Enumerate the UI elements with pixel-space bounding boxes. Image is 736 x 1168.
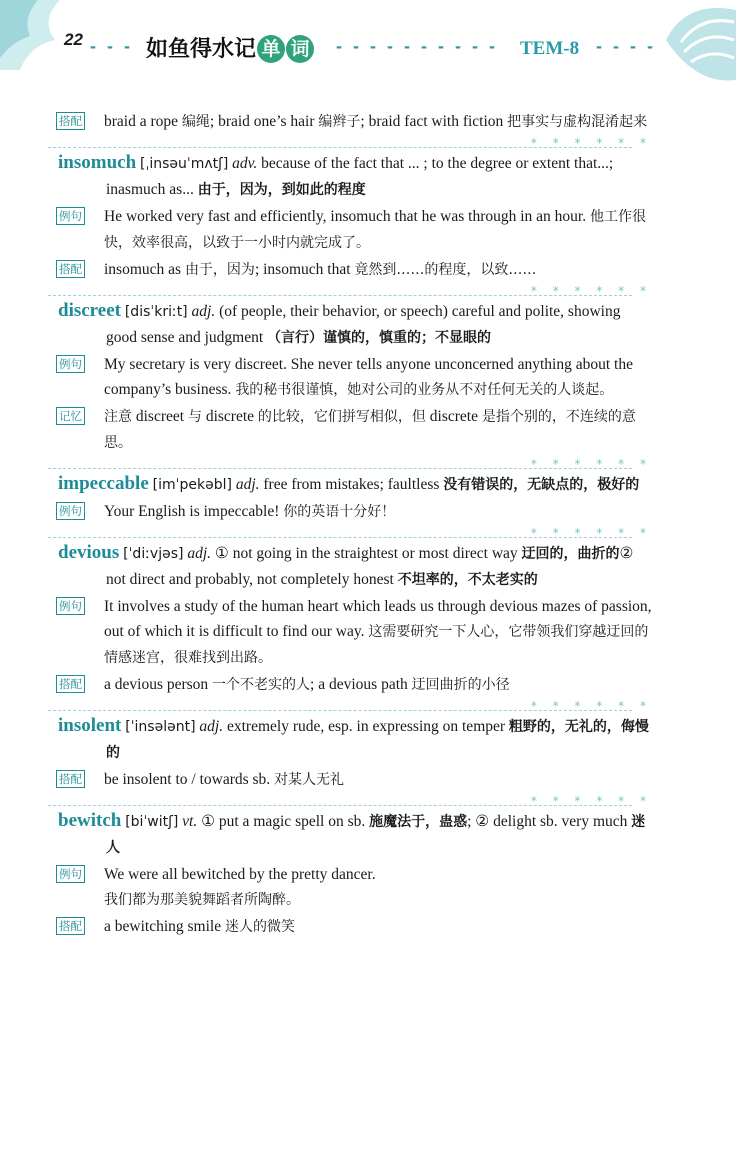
- example-en: Your English is impeccable!: [104, 503, 284, 520]
- collocation-zh: 竟然到……的程度，以致……: [354, 262, 537, 278]
- example-row: [48, 352, 652, 403]
- part-of-speech: vt.: [182, 813, 198, 830]
- definition-en: extremely rude, esp. in expressing on temper: [226, 718, 509, 735]
- example-row: [48, 594, 652, 671]
- entry-headline: [48, 150, 652, 203]
- collocation-zh: 编绳: [181, 114, 210, 130]
- definition-zh: （言行）谨慎的，慎重的；不显眼的: [267, 330, 492, 346]
- example-tag: 例句: [56, 502, 85, 520]
- memory-en: discrete: [201, 408, 258, 425]
- collocation-tag: 搭配: [56, 917, 85, 935]
- entry-headline: [48, 808, 652, 861]
- phonetic: [ˈinsələnt]: [125, 719, 196, 735]
- example-zh: 你的英语十分好！: [283, 504, 396, 520]
- collocation-tag: 搭配: [56, 770, 85, 788]
- collocation-text: insomuch as: [104, 261, 185, 278]
- collocation-text: be insolent to / towards sb.: [104, 771, 275, 788]
- collocation-text: ; braid fact with fiction: [360, 113, 508, 130]
- headword: insomuch: [58, 152, 137, 173]
- collocation-text: a devious person: [104, 676, 213, 693]
- collocation-tag: 搭配: [56, 675, 85, 693]
- part-of-speech: adv.: [232, 155, 258, 172]
- memory-zh: 与: [187, 409, 202, 425]
- stars-divider: * * * * * *: [530, 284, 652, 298]
- definition-zh: 迂回的，曲折的: [521, 546, 620, 562]
- stars-divider: * * * * * *: [530, 794, 652, 808]
- entry-devious: [48, 527, 652, 698]
- entry-impeccable: [48, 458, 652, 525]
- definition-zh: 粗野的，无礼的，侮慢的: [106, 719, 649, 761]
- top-collocation-row: [48, 109, 652, 135]
- collocation-zh: 编辫子: [318, 114, 361, 130]
- page-header: [0, 0, 736, 92]
- headword: insolent: [58, 715, 122, 736]
- memory-row: [48, 404, 652, 456]
- part-of-speech: adj.: [235, 476, 260, 493]
- series-title: [146, 32, 314, 63]
- collocation-tag: 搭配: [56, 260, 85, 278]
- stars-divider: * * * * * *: [530, 457, 652, 471]
- example-zh: 我们都为那美貌舞蹈者所陶醉。: [104, 892, 300, 908]
- collocation-row: [48, 672, 652, 698]
- collocation-tag: 搭配: [56, 112, 85, 130]
- phonetic: [disˈkriːt]: [124, 304, 188, 320]
- phonetic: [imˈpekəbl]: [152, 477, 232, 493]
- definition-en: ① not going in the straightest or most direct way: [214, 545, 522, 562]
- definition-en: because of the fact that ... ; to the degree or extent that...; inasmuch as...: [106, 155, 614, 198]
- header-dashes-middle: - - - - - - - - - -: [336, 36, 498, 56]
- page-number: 22: [64, 30, 83, 49]
- memory-zh: 注意: [104, 409, 132, 425]
- collocation-text: braid a rope: [104, 113, 182, 130]
- series-title-char-2: 词: [286, 35, 314, 63]
- stars-divider: * * * * * *: [530, 526, 652, 540]
- definition-zh: 不坦率的，不太老实的: [397, 572, 538, 588]
- definition-en: ; ② delight sb. very much: [467, 813, 632, 830]
- example-en: We were all bewitched by the pretty dancer.: [104, 866, 376, 883]
- example-tag: 例句: [56, 597, 85, 615]
- memory-en: discrete: [425, 408, 482, 425]
- example-en: He worked very fast and efficiently, insomuch that he was through in an hour.: [104, 208, 590, 225]
- example-zh: 这需要研究一下人心，它带领我们穿越迂回的情感迷宫，很难找到出路。: [104, 624, 649, 666]
- definition-en: ② not direct and probably, not completely honest: [106, 545, 634, 588]
- example-row: [48, 204, 652, 256]
- definition-en: (of people, their behavior, or speech) careful and polite, showing good sense and judgment: [106, 303, 621, 346]
- part-of-speech: adj.: [191, 303, 216, 320]
- memory-en: discreet: [132, 408, 188, 425]
- collocation-zh: 迂回曲折的小径: [411, 677, 510, 693]
- example-tag: 例句: [56, 865, 85, 883]
- phonetic: [ˈdiːvjəs]: [123, 546, 184, 562]
- memory-zh: 的比较，它们拼写相似，但: [257, 409, 426, 425]
- entry-headline: [48, 713, 652, 766]
- entry-bewitch: [48, 795, 652, 940]
- example-zh: 我的秘书很谨慎，她对公司的业务从不对任何无关的人谈起。: [235, 382, 614, 398]
- stars-divider: * * * * * *: [530, 136, 652, 150]
- memory-zh: 是指个别的，不连续的意思。: [104, 409, 636, 451]
- collocation-text: ; a devious path: [310, 676, 412, 693]
- collocation-zh: 由于，因为: [184, 262, 255, 278]
- memory-tag: 记忆: [56, 407, 85, 425]
- collocation-zh: 把事实与虚构混淆起来: [507, 114, 648, 130]
- phonetic: [ˌinsəuˈmʌtʃ]: [140, 156, 229, 172]
- example-row: [48, 862, 652, 913]
- definition-en: free from mistakes; faultless: [263, 476, 444, 493]
- collocation-row: [48, 767, 652, 793]
- collocation-row: [48, 914, 652, 940]
- headword: devious: [58, 542, 120, 563]
- example-en: My secretary is very discreet. She never tells anyone unconcerned anything about the company’s business.: [104, 356, 633, 398]
- headword: impeccable: [58, 473, 149, 494]
- collocation-row: [48, 257, 652, 283]
- series-title-char-1: 单: [257, 35, 285, 63]
- headword: bewitch: [58, 810, 122, 831]
- definition-zh: 没有错误的，无缺点的，极好的: [443, 477, 640, 493]
- definition-zh: 施魔法于，蛊惑: [369, 814, 468, 830]
- series-title-prefix: 如鱼得水记: [146, 37, 257, 62]
- entry-headline: [48, 540, 652, 593]
- stars-divider: * * * * * *: [530, 699, 652, 713]
- entry-headline: [48, 471, 652, 498]
- definition-zh: 由于，因为，到如此的程度: [197, 182, 366, 198]
- shell-decoration-icon: [646, 0, 736, 90]
- collocation-text: ; insomuch that: [254, 261, 355, 278]
- collocation-zh: 一个不老实的人: [212, 677, 311, 693]
- headword: discreet: [58, 300, 121, 321]
- example-zh: 他工作很快，效率很高，以致于一小时内就完成了。: [104, 209, 646, 251]
- example-en: It involves a study of the human heart which leads us through devious mazes of passion, out of which it is difficult to find our way.: [104, 598, 652, 640]
- collocation-zh: 迷人的微笑: [224, 919, 295, 935]
- part-of-speech: adj.: [187, 545, 212, 562]
- part-of-speech: adj.: [199, 718, 224, 735]
- header-dashes-right: - - - -: [596, 36, 656, 56]
- collocation-zh: 对某人无礼: [274, 772, 345, 788]
- phonetic: [biˈwitʃ]: [125, 814, 179, 830]
- exam-label: TEM-8: [520, 38, 580, 59]
- collocation-text: a bewitching smile: [104, 918, 225, 935]
- example-tag: 例句: [56, 207, 85, 225]
- entry-discreet: [48, 285, 652, 456]
- page-content: [48, 108, 652, 940]
- example-tag: 例句: [56, 355, 85, 373]
- definition-zh: 迷人: [106, 814, 646, 856]
- entry-headline: [48, 298, 652, 351]
- example-row: [48, 499, 652, 525]
- collocation-text: ; braid one’s hair: [209, 113, 319, 130]
- header-dashes-left: - - -: [90, 36, 133, 56]
- definition-en: ① put a magic spell on sb.: [201, 813, 370, 830]
- entry-insolent: [48, 700, 652, 793]
- entry-insomuch: [48, 137, 652, 283]
